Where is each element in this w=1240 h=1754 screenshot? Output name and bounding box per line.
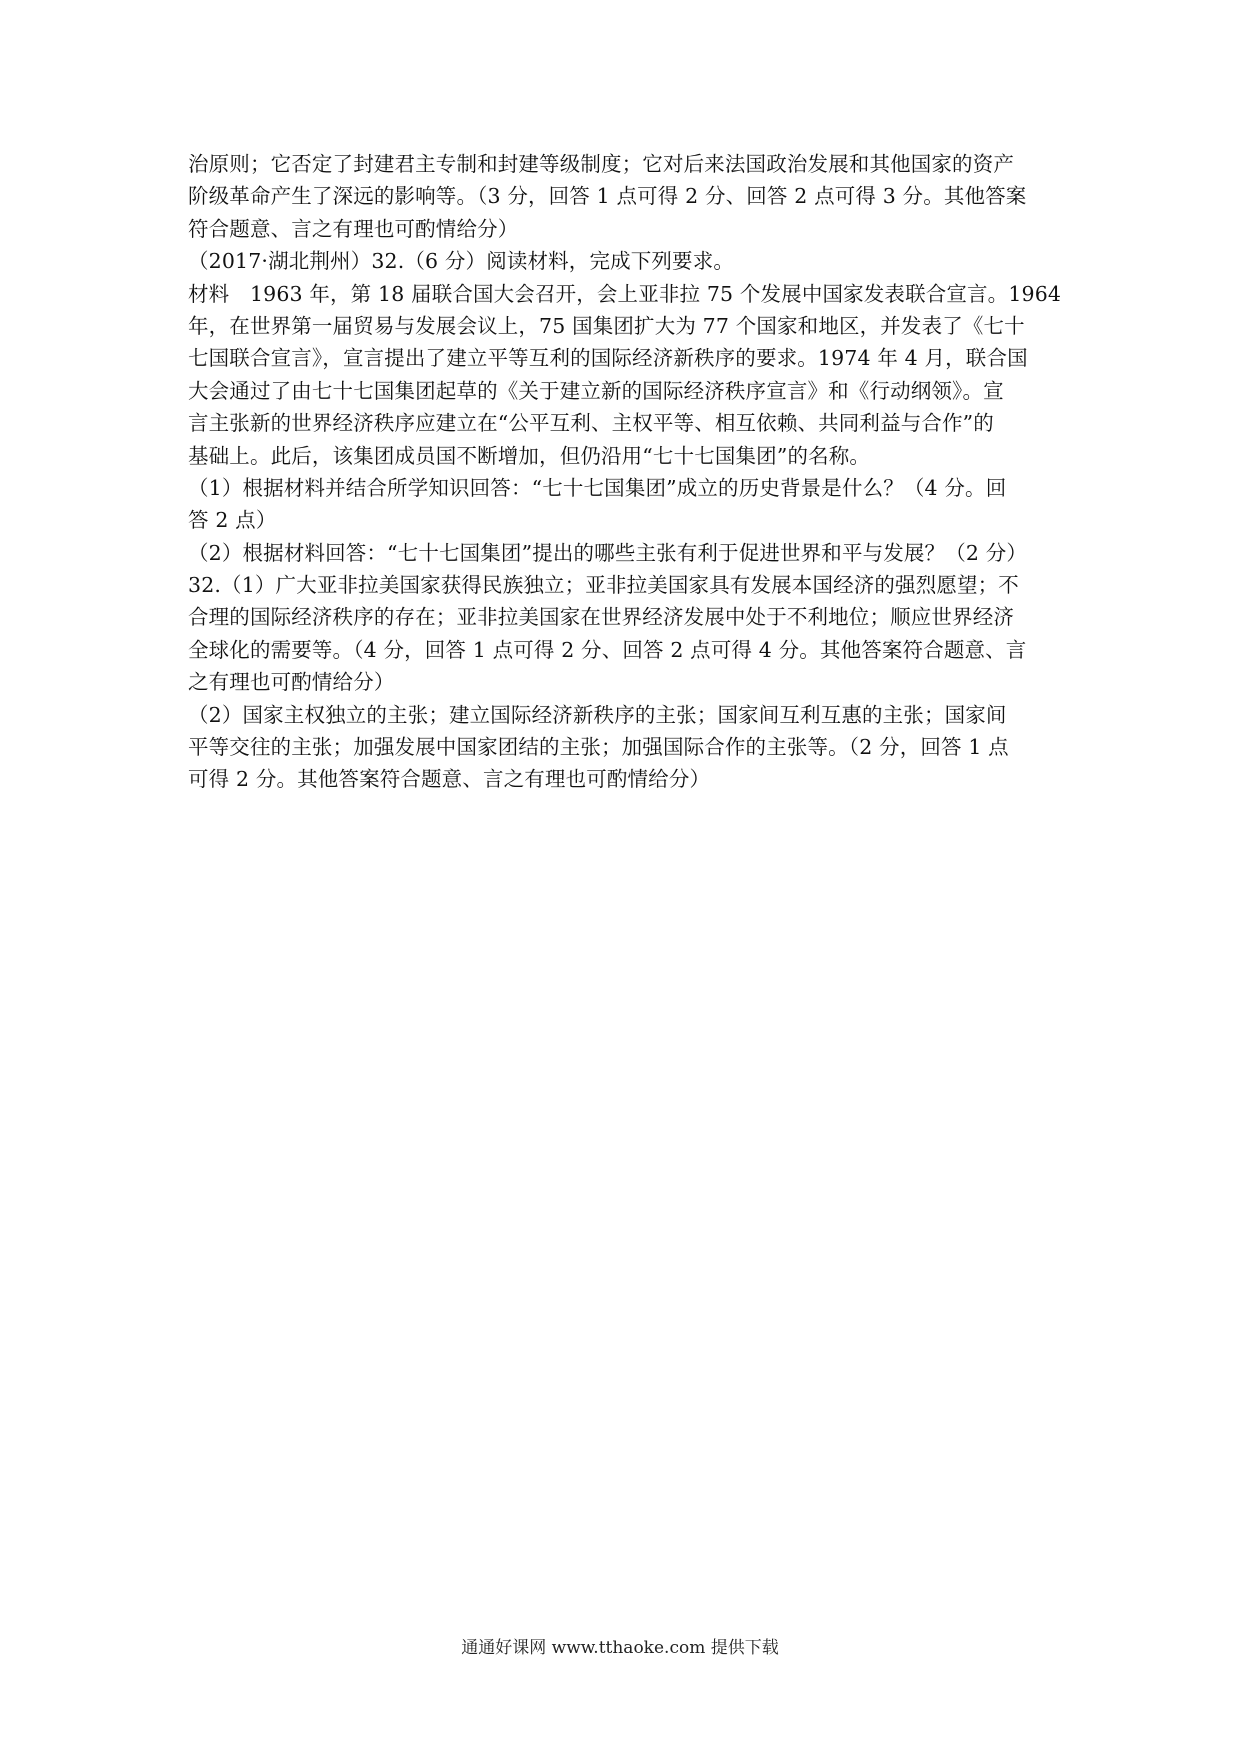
page-footer: 通通好课网 www.tthaoke.com 提供下载	[461, 1638, 779, 1658]
answer-line: 32.（1）广大亚非拉美国家获得民族独立；亚非拉美国家具有发展本国经济的强烈愿望；不	[188, 573, 1019, 598]
material-line: 基础上。此后，该集团成员国不断增加，但仍沿用“七十七国集团”的名称。	[188, 443, 871, 468]
question-heading: （2017·湖北荆州）32.（6 分）阅读材料，完成下列要求。	[188, 249, 734, 274]
answer-line: （2）国家主权独立的主张；建立国际经济新秩序的主张；国家间互利互惠的主张；国家间	[188, 702, 1007, 727]
answer-line: 全球化的需要等。（4 分，回答 1 点可得 2 分、回答 2 点可得 4 分。其他答案符合题意、言	[188, 637, 1027, 662]
question-1: 答 2 点）	[188, 508, 277, 533]
material-line: 言主张新的世界经济秩序应建立在“公平互利、主权平等、相互依赖、共同利益与合作”的	[188, 411, 994, 436]
material-line: 材料 1963 年，第 18 届联合国大会召开，会上亚非拉 75 个发展中国家发表联合宣言。1964	[188, 281, 1062, 306]
document-body	[188, 148, 1062, 796]
text-line: 阶级革命产生了深远的影响等。（3 分，回答 1 点可得 2 分、回答 2 点可得 3 分。其他答案	[188, 184, 1027, 209]
text-line: 治原则；它否定了封建君主专制和封建等级制度；它对后来法国政治发展和其他国家的资产	[188, 152, 1014, 176]
answer-line: 可得 2 分。其他答案符合题意、言之有理也可酌情给分）	[188, 767, 711, 792]
material-line: 年，在世界第一届贸易与发展会议上，75 国集团扩大为 77 个国家和地区，并发表了《七十	[188, 313, 1025, 338]
question-2: （2）根据材料回答：“七十七国集团”提出的哪些主张有利于促进世界和平与发展？（2 分）	[188, 540, 1028, 565]
answer-line: 合理的国际经济秩序的存在；亚非拉美国家在世界经济发展中处于不利地位；顺应世界经济	[188, 605, 1014, 630]
question-1: （1）根据材料并结合所学知识回答：“七十七国集团”成立的历史背景是什么？（4 分。回	[188, 475, 1007, 500]
material-line: 大会通过了由七十七国集团起草的《关于建立新的国际经济秩序宣言》和《行动纲领》。宣	[188, 378, 1004, 403]
answer-line: 平等交往的主张；加强发展中国家团结的主张；加强国际合作的主张等。（2 分，回答 1 点	[188, 735, 1009, 760]
material-line: 七国联合宣言》，宣言提出了建立平等互利的国际经济新秩序的要求。1974 年 4 月，联合国	[188, 346, 1028, 371]
text-line: 符合题意、言之有理也可酌情给分）	[188, 216, 519, 241]
answer-line: 之有理也可酌情给分）	[188, 670, 395, 695]
